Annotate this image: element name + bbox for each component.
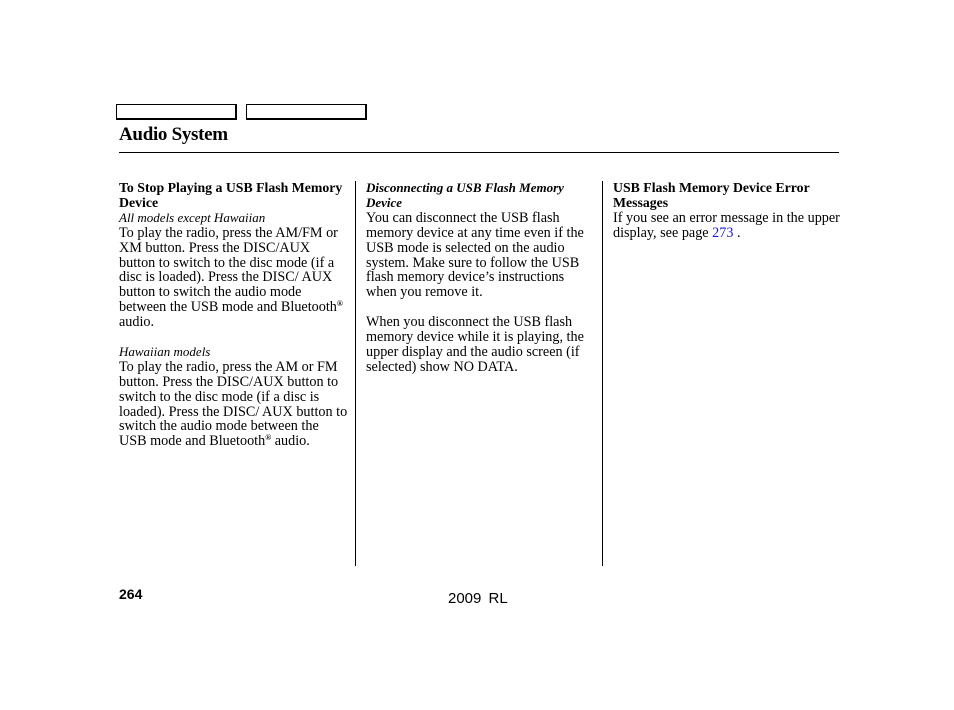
error-messages-body: If you see an error message in the upper display, see page xyxy=(613,209,840,241)
nav-button-1[interactable] xyxy=(116,104,237,120)
title-rule xyxy=(119,152,839,153)
page-number: 264 xyxy=(119,586,143,602)
hawaiian-body-end: audio. xyxy=(271,433,310,450)
non-hawaiian-body: To play the radio, press the AM/FM or XM button. Press the DISC/AUX button to switch to the disc mode (if a disc is loaded). Press the DISC/ AUX button to switch the audio mode between the USB mode and Bluetooth xyxy=(119,224,338,316)
hawaiian-subhead: Hawaiian models xyxy=(119,343,211,359)
registered-mark: ® xyxy=(265,433,272,443)
column-divider xyxy=(602,181,603,566)
page-title: Audio System xyxy=(119,124,228,145)
column-divider xyxy=(355,181,356,566)
stop-playing-heading: To Stop Playing a USB Flash Memory Device xyxy=(119,180,343,210)
page-273-link[interactable]: 273 xyxy=(712,224,734,241)
error-messages-heading: USB Flash Memory Device Error Messages xyxy=(613,180,810,210)
disconnecting-subhead: Disconnecting a USB Flash Memory Device xyxy=(366,180,564,210)
non-hawaiian-instructions xyxy=(119,226,349,330)
disconnecting-paragraph-1: You can disconnect the USB flash memory device at any time even if the USB mode is selected on the audio system. Make sure to follow the USB flash memory device’s instructions when you remove it. xyxy=(366,209,584,301)
nav-button-2[interactable] xyxy=(246,104,367,120)
hawaiian-instructions xyxy=(119,360,349,449)
footer-model-name: 2009 RL xyxy=(448,590,508,607)
disconnecting-paragraph-2: When you disconnect the USB flash memory device while it is playing, the upper display and the audio screen (if selected) show NO DATA. xyxy=(366,314,584,375)
column-stop-playing xyxy=(119,181,349,449)
error-messages-body-end: . xyxy=(733,224,741,241)
error-messages-paragraph xyxy=(613,211,843,241)
non-hawaiian-subhead: All models except Hawaiian xyxy=(119,209,266,225)
hawaiian-body: To play the radio, press the AM or FM button. Press the DISC/AUX button to switch to the disc mode (if a disc is loaded). Press the DISC/ AUX button to switch the audio mode between the USB mode and Bluetooth xyxy=(119,358,348,450)
column-error-messages xyxy=(613,181,843,241)
column-disconnecting xyxy=(366,181,598,375)
non-hawaiian-body-end: audio. xyxy=(119,314,155,331)
registered-mark: ® xyxy=(336,299,343,309)
